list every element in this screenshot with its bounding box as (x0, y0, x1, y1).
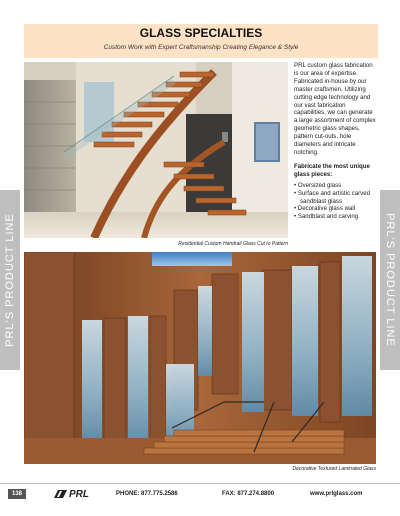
page-title: GLASS SPECIALTIES (139, 26, 263, 40)
intro-paragraph: PRL custom glass fabrication is our area of expertise. Fabricated in-house by our master craftsmen. Utilizing cutting edge technology and our vast fabrication capabilities, we can generate a large assortment of complex geometric glass shapes, pattern cut-outs, hole diameters and intricate notching. (294, 62, 376, 156)
glass-wall-photo (24, 252, 376, 464)
side-label-left (0, 190, 20, 370)
page-number: 138 (8, 489, 26, 499)
side-label-left-text: PRL'S PRODUCT LINE (4, 213, 16, 347)
side-label-right (380, 190, 400, 370)
caption-bottom: Decorative Textured Laminated Glass (292, 466, 376, 472)
fabricate-list (294, 182, 376, 222)
list-item: • Sandblast and carving (294, 213, 359, 221)
fabricate-heading: Fabricate the most unique glass pieces: (294, 162, 370, 178)
glass-wall-illustration (24, 252, 376, 464)
footer-website[interactable]: www.prlglass.com (310, 491, 363, 497)
logo-text: PRL (69, 488, 89, 500)
footer-phone: PHONE: 877.775.2586 (116, 491, 178, 497)
caption-top: Residential Custom Handrail Glass Cut to Pattern (178, 241, 288, 247)
list-item: • Decorative glass wall (294, 205, 356, 213)
list-item: • Surface and artistic carved sandblast glass (294, 189, 370, 205)
description-column (294, 62, 376, 221)
side-label-right-text: PRL'S PRODUCT LINE (384, 213, 396, 347)
prl-logo (54, 488, 89, 500)
staircase-photo (24, 62, 288, 238)
prl-logo-icon (54, 489, 68, 499)
footer-divider (0, 483, 400, 484)
staircase-illustration (24, 62, 288, 238)
page-subtitle: Custom Work with Expert Craftsmanship Creating Elegance & Style (103, 44, 299, 51)
list-item: • Oversized glass (294, 181, 342, 189)
footer-fax: FAX: 877.274.8800 (222, 491, 275, 497)
